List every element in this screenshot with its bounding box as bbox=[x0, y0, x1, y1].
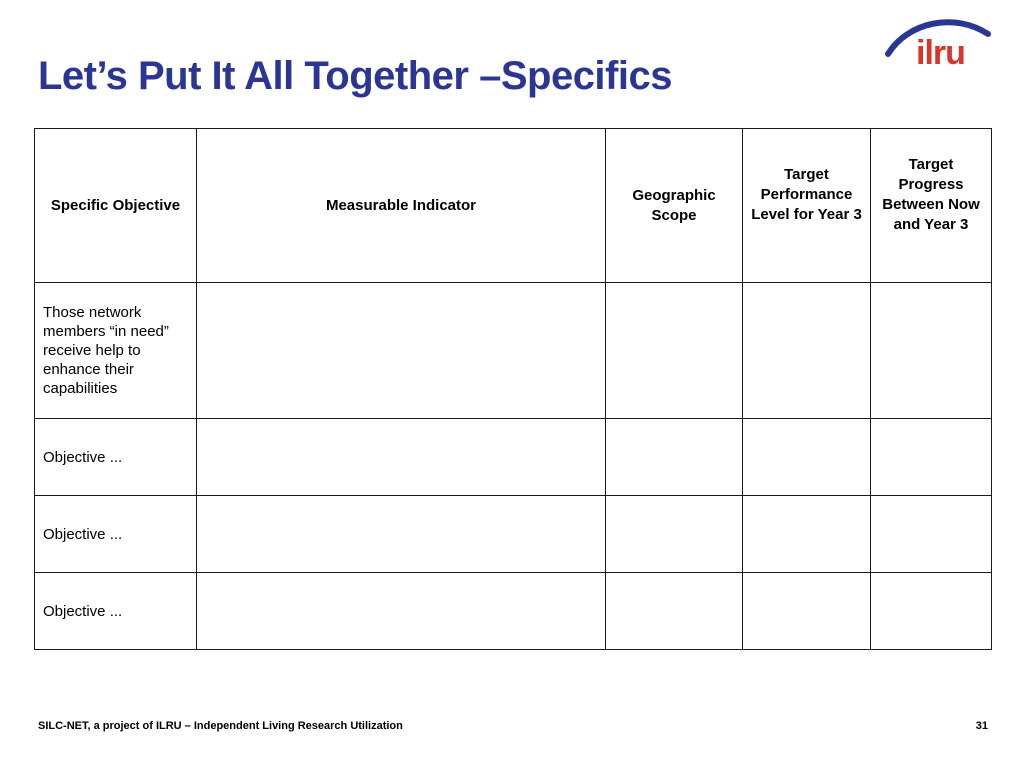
header-row bbox=[35, 129, 992, 283]
objective-cell: Objective ... bbox=[35, 419, 197, 496]
objective-cell: Objective ... bbox=[35, 496, 197, 573]
objective-cell: Those network members “in need” receive help to enhance their capabilities bbox=[35, 283, 197, 419]
performance-cell bbox=[743, 283, 871, 419]
header-target-progress: Target Progress Between Now and Year 3 bbox=[871, 129, 992, 283]
scope-cell bbox=[606, 283, 743, 419]
objectives-table bbox=[34, 128, 992, 650]
performance-cell bbox=[743, 496, 871, 573]
slide-title: Let’s Put It All Together –Specifics bbox=[38, 54, 672, 98]
indicator-cell bbox=[197, 283, 606, 419]
page-number: 31 bbox=[975, 720, 988, 732]
footer-text: SILC-NET, a project of ILRU – Independent Living Research Utilization bbox=[38, 720, 403, 732]
scope-cell bbox=[606, 419, 743, 496]
header-measurable-indicator: Measurable Indicator bbox=[197, 129, 606, 283]
progress-cell bbox=[871, 573, 992, 650]
header-specific-objective: Specific Objective bbox=[35, 129, 197, 283]
indicator-cell bbox=[197, 419, 606, 496]
objective-cell: Objective ... bbox=[35, 573, 197, 650]
progress-cell bbox=[871, 419, 992, 496]
performance-cell bbox=[743, 573, 871, 650]
header-target-performance: Target Performance Level for Year 3 bbox=[743, 129, 871, 283]
table-row bbox=[35, 573, 992, 650]
logo-text: ilru bbox=[916, 34, 965, 72]
scope-cell bbox=[606, 496, 743, 573]
table-row bbox=[35, 283, 992, 419]
performance-cell bbox=[743, 419, 871, 496]
progress-cell bbox=[871, 283, 992, 419]
table-row bbox=[35, 496, 992, 573]
progress-cell bbox=[871, 496, 992, 573]
table-row bbox=[35, 419, 992, 496]
header-geographic-scope: Geographic Scope bbox=[606, 129, 743, 283]
indicator-cell bbox=[197, 573, 606, 650]
ilru-logo bbox=[884, 16, 992, 76]
indicator-cell bbox=[197, 496, 606, 573]
scope-cell bbox=[606, 573, 743, 650]
